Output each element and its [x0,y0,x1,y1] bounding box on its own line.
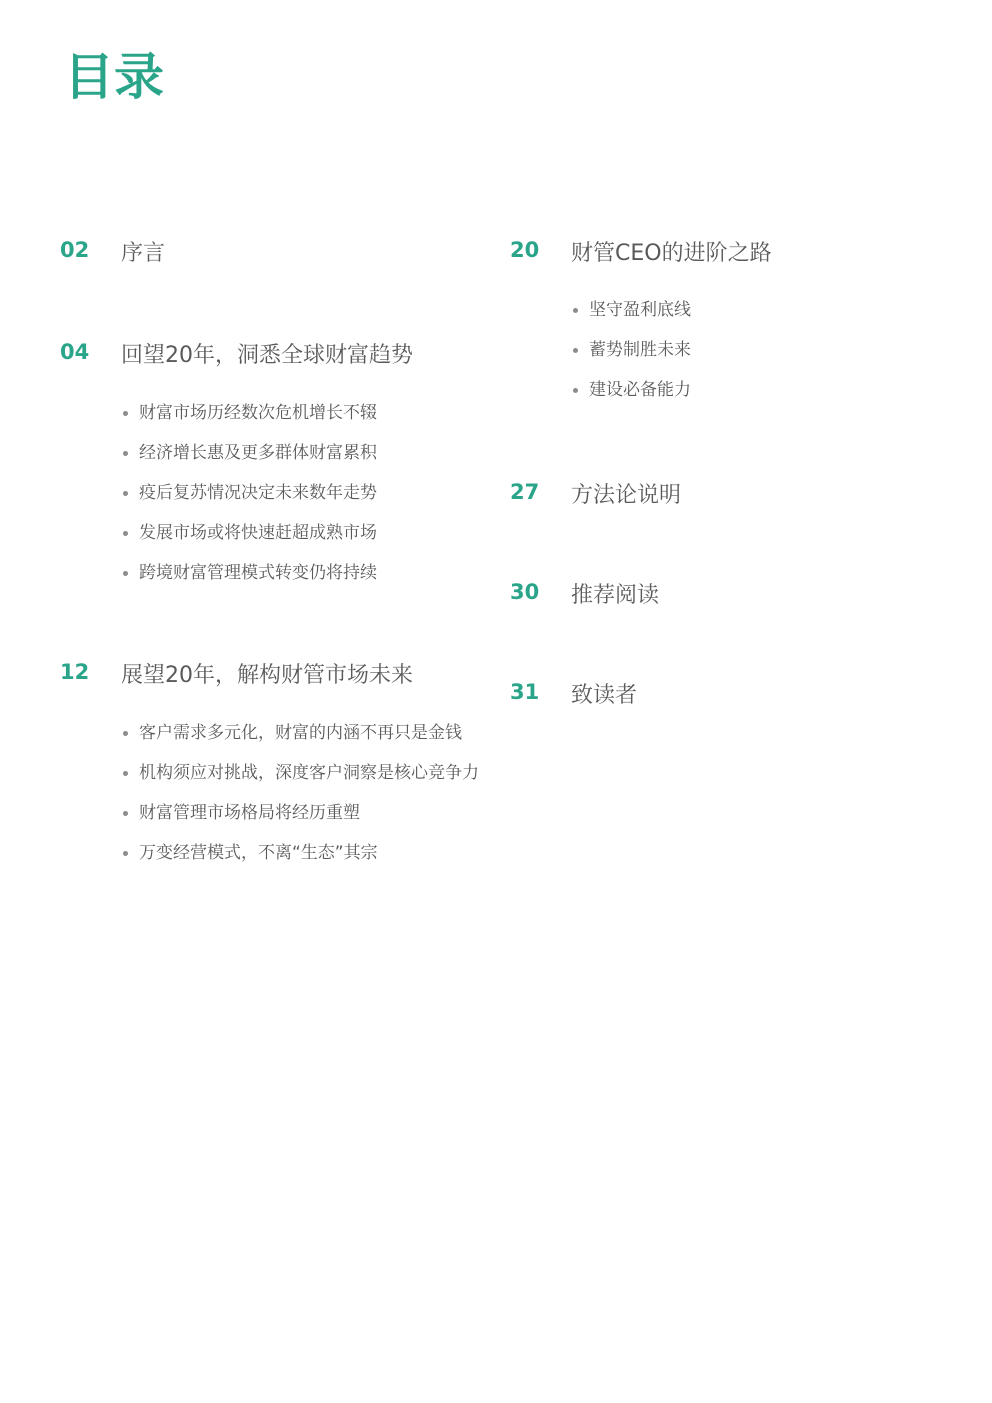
toc-section-ceo[interactable] [510,236,940,400]
section-title[interactable]: 回望20年，洞悉全球财富趋势 [121,343,413,368]
section-page-number: 20 [510,238,540,262]
section-title[interactable]: 展望20年，解构财管市场未来 [121,663,413,688]
list-item[interactable]: 客户需求多元化，财富的内涵不再只是金钱 [121,723,486,743]
list-item[interactable]: 发展市场或将快速赶超成熟市场 [121,523,486,543]
section-title[interactable]: 方法论说明 [571,483,682,508]
bullet-icon [573,388,578,393]
toc-section-outlook[interactable] [60,658,490,863]
section-page-number: 27 [510,480,540,504]
section-page-number: 12 [60,660,90,684]
toc-section-preface[interactable] [60,236,490,266]
page-title: 目录 [64,48,164,106]
bullet-icon [123,731,128,736]
bullet-icon [123,491,128,496]
section-title[interactable]: 序言 [121,241,166,266]
list-item[interactable]: 跨境财富管理模式转变仍将持续 [121,563,486,583]
bullet-icon [573,308,578,313]
section-page-number: 02 [60,238,90,262]
bullet-icon [123,811,128,816]
section-title[interactable]: 财管CEO的进阶之路 [571,241,772,266]
list-item[interactable]: 财富市场历经数次危机增长不辍 [121,403,486,423]
list-item[interactable]: 蓄势制胜未来 [571,340,936,360]
toc-section-to-readers[interactable] [510,678,940,708]
toc-section-methodology[interactable] [510,478,940,508]
section-page-number: 04 [60,340,90,364]
bullet-icon [123,851,128,856]
toc-section-recommended-reading[interactable] [510,578,940,608]
bullet-icon [123,771,128,776]
list-item[interactable]: 经济增长惠及更多群体财富累积 [121,443,486,463]
bullet-icon [123,411,128,416]
bullet-icon [123,531,128,536]
section-title[interactable]: 致读者 [571,683,638,708]
section-page-number: 30 [510,580,540,604]
list-item[interactable]: 财富管理市场格局将经历重塑 [121,803,486,823]
list-item[interactable]: 坚守盈利底线 [571,300,936,320]
bullet-icon [123,451,128,456]
list-item[interactable]: 机构须应对挑战，深度客户洞察是核心竞争力 [121,763,486,783]
bullet-icon [123,571,128,576]
bullet-icon [573,348,578,353]
list-item[interactable]: 建设必备能力 [571,380,936,400]
list-item[interactable]: 疫后复苏情况决定未来数年走势 [121,483,486,503]
toc-section-review[interactable] [60,338,490,583]
section-title[interactable]: 推荐阅读 [571,583,660,608]
list-item[interactable]: 万变经营模式，不离“生态”其宗 [121,843,486,863]
section-page-number: 31 [510,680,540,704]
